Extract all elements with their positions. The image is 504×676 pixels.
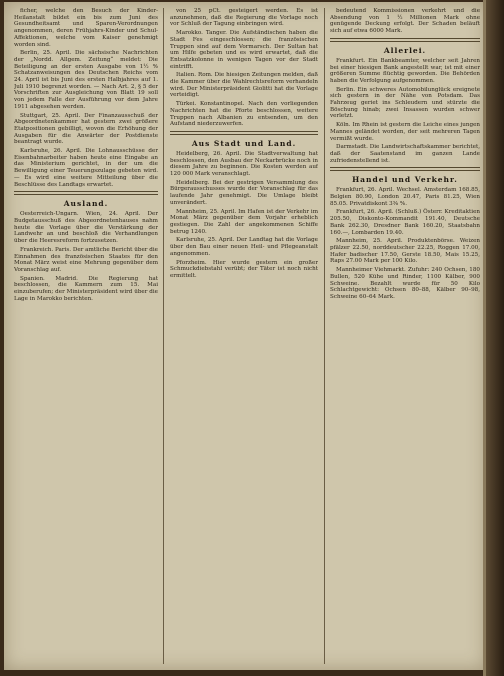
column-rule — [163, 8, 164, 664]
article-paragraph: Marokko. Tanger. Die Aufständischen haben die Stadt Fes eingeschlossen; die französischen Truppen sind auf dem Vormarsch. Der Sultan hat um Hilfe gebeten und es wird erwartet, daß die Entsatzkolonne in wenigen Tagen vor der Stadt eintrifft. — [170, 30, 318, 70]
article-paragraph: Frankfurt. Ein Bankbeamter, welcher seit Jahren bei einer hiesigen Bank angestellt war, ist mit einer größeren Summe flüchtig geworden. Die Behörden haben die Verfolgung aufgenommen. — [330, 57, 480, 84]
section-divider — [14, 191, 158, 195]
article-paragraph: bedeutend Kommissionen verkehrt und die Absendung von 1 ½ Millionen Mark ohne genügende Deckung erfolgt. Der Schaden beläuft sich auf etwa 6000 Mark. — [330, 8, 480, 35]
section-divider — [170, 131, 318, 135]
article-paragraph: Stuttgart, 25. April. Der Finanzausschuß der Abgeordnetenkammer hat gestern zwei größere Etatpositionen gebilligt, wovon die Erhöhung der Ausgaben für die Anwärter der Postdienste beantragt wurde. — [14, 112, 158, 146]
column-left — [14, 8, 158, 668]
column-right — [330, 8, 480, 668]
newspaper-page — [4, 2, 486, 670]
section-heading-ausland: Ausland. — [63, 199, 109, 209]
book-binding — [486, 0, 504, 676]
article-paragraph: Italien. Rom. Die hiesigen Zeitungen melden, daß die Kammer über die Wahlrechtsreform verhandeln wird. Der Ministerpräsident Giolitti hat die Vorlage verteidigt. — [170, 72, 318, 99]
article-paragraph: Frankreich. Paris. Der amtliche Bericht über die Einnahmen des französischen Staates für den Monat März weist eine Mehrung gegenüber dem Voranschlag auf. — [14, 246, 158, 273]
article-paragraph: Berlin. Ein schweres Automobilunglück ereignete sich gestern in der Nähe von Potsdam. Das Fahrzeug geriet ins Schleudern und stürzte die Böschung hinab; zwei Insassen wurden schwer verletzt. — [330, 86, 480, 120]
section-divider — [330, 38, 480, 42]
column-middle — [170, 8, 318, 668]
article-paragraph: von 25 pCt. gesteigert werden. Es ist anzunehmen, daß die Regierung die Vorlage noch vor Schluß der Tagung einbringen wird. — [170, 8, 318, 28]
article-paragraph: Frankfurt, 26. April. Wechsel. Amsterdam 168.85, Belgien 80.90, London 20.47, Paris 81.25, Wien 85.05. Privatdiskont 3⅜ %. — [330, 187, 480, 207]
article-paragraph: Heidelberg, 26. April. Die Stadtverwaltung hat beschlossen, den Ausbau der Neckarbrücke noch in diesem Jahre zu beginnen. Die Kosten werden auf 120 000 Mark veranschlagt. — [170, 150, 318, 178]
section-heading-handel-und-verkehr: Handel und Verkehr. — [352, 175, 458, 185]
article-paragraph: Heidelberg. Bei der gestrigen Versammlung des Bürgerausschusses wurde der Voranschlag für das laufende Jahr genehmigt. Die Umlage bleibt unverändert. — [170, 179, 318, 206]
article-paragraph: Karlsruhe, 26. April. Die Lohnausschüsse der Eisenbahnarbeiter haben heute eine Eingabe an das Ministerium gerichtet, in der um die Bewilligung einer Teuerungszulage gebeten wird. — Es wird eine weitere Mitteilung über die Beschlüsse des Landtags erwartet. — [14, 148, 158, 188]
article-paragraph: Mannheimer Viehmarkt. Zufuhr: 240 Ochsen, 180 Bullen, 520 Kühe und Rinder, 1100 Kälber, 900 Schweine. Bezahlt wurde für 50 Kilo Schlachtgewicht: Ochsen 80–88, Kälber 90–98, Schweine 60–64 Mark. — [330, 267, 480, 300]
section-heading-allerlei: Allerlei. — [383, 45, 427, 55]
article-paragraph: Mannheim, 25. April. Im Hafen ist der Verkehr im Monat März gegenüber dem Vorjahr erheblich gestiegen. Die Zahl der angekommenen Schiffe betrug 1240. — [170, 208, 318, 235]
article-paragraph: Berlin, 25. April. Die sächsische Nachrichten der „Nordd. Allgem. Zeitung“ meldet: Die Beteiligung an der ersten Ausgabe von 1½ % Schatzanweisungen des Deutschen Reichs vom 24. April ist bis Juni des ersten Halbjahres auf 1. Juli 1910 begrenzt worden. — Nach Art. 2, § 5 der Vorschriften zur Ausgleichung von Blatt 19 soll von jedem Falle der Ausführung vor dem Jahre 1911 abgesehen werden. — [14, 50, 158, 110]
article-paragraph: Türkei. Konstantinopel. Nach den vorliegenden Nachrichten hat die Pforte beschlossen, weitere Truppen nach Albanien zu entsenden, um den Aufstand niederzuwerfen. — [170, 101, 318, 128]
article-paragraph: Köln. Im Rhein ist gestern die Leiche eines jungen Mannes geländet worden, der seit mehreren Tagen vermißt wurde. — [330, 122, 480, 142]
column-rule — [324, 8, 325, 664]
article-paragraph: Karlsruhe, 25. April. Der Landtag hat die Vorlage über den Bau einer neuen Heil- und Pflegeanstalt angenommen. — [170, 237, 318, 257]
article-paragraph: Mannheim, 25. April. Produktenbörse. Weizen pfälzer 22.50, norddeutscher 22.25, Roggen 17.00, Hafer badischer 17.50, Gerste 18.50, Mais 15.25, Raps 27.00 Mark per 100 Kilo. — [330, 238, 480, 265]
article-paragraph: Darmstadt. Die Landwirtschaftskammer berichtet, daß der Saatenstand im ganzen Lande zufriedenstellend ist. — [330, 144, 480, 164]
section-heading-stadt-und-land: Aus Stadt und Land. — [191, 138, 297, 148]
article-paragraph: ficher, welche den Besuch der Kinder-Heilanstalt bildet ein bis zum Juni des Gesundheitsamt und Sparen-Verordnungen angenommen, deren Frühjahrs-Kinder und Schul-Affektionen, welche vom Kaiser genehmigt worden sind. — [14, 8, 158, 48]
article-paragraph: Frankfurt, 26. April. (Schluß.) Österr. Kreditaktien 205.50, Diskonto-Kommandit 191.40, Deutsche Bank 262.30, Dresdner Bank 160.20, Staatsbahn 160.—, Lombarden 19.40. — [330, 209, 480, 236]
article-paragraph: Spanien. Madrid. Die Regierung hat beschlossen, die Kammern zum 15. Mai einzuberufen; der Ministerpräsident wird über die Lage in Marokko berichten. — [14, 275, 158, 302]
article-paragraph: Oesterreich-Ungarn. Wien, 24. April. Der Budgetausschuß des Abgeordnetenhauses nahm heute die Vorlage über die Verstärkung der Landwehr an und beschloß die Verhandlungen über die Heeresreform fortzusetzen. — [14, 211, 158, 245]
article-paragraph: Pforzheim. Hier wurde gestern ein großer Schmuckdiebstahl verübt; der Täter ist noch nicht ermittelt. — [170, 259, 318, 279]
section-divider — [330, 167, 480, 171]
